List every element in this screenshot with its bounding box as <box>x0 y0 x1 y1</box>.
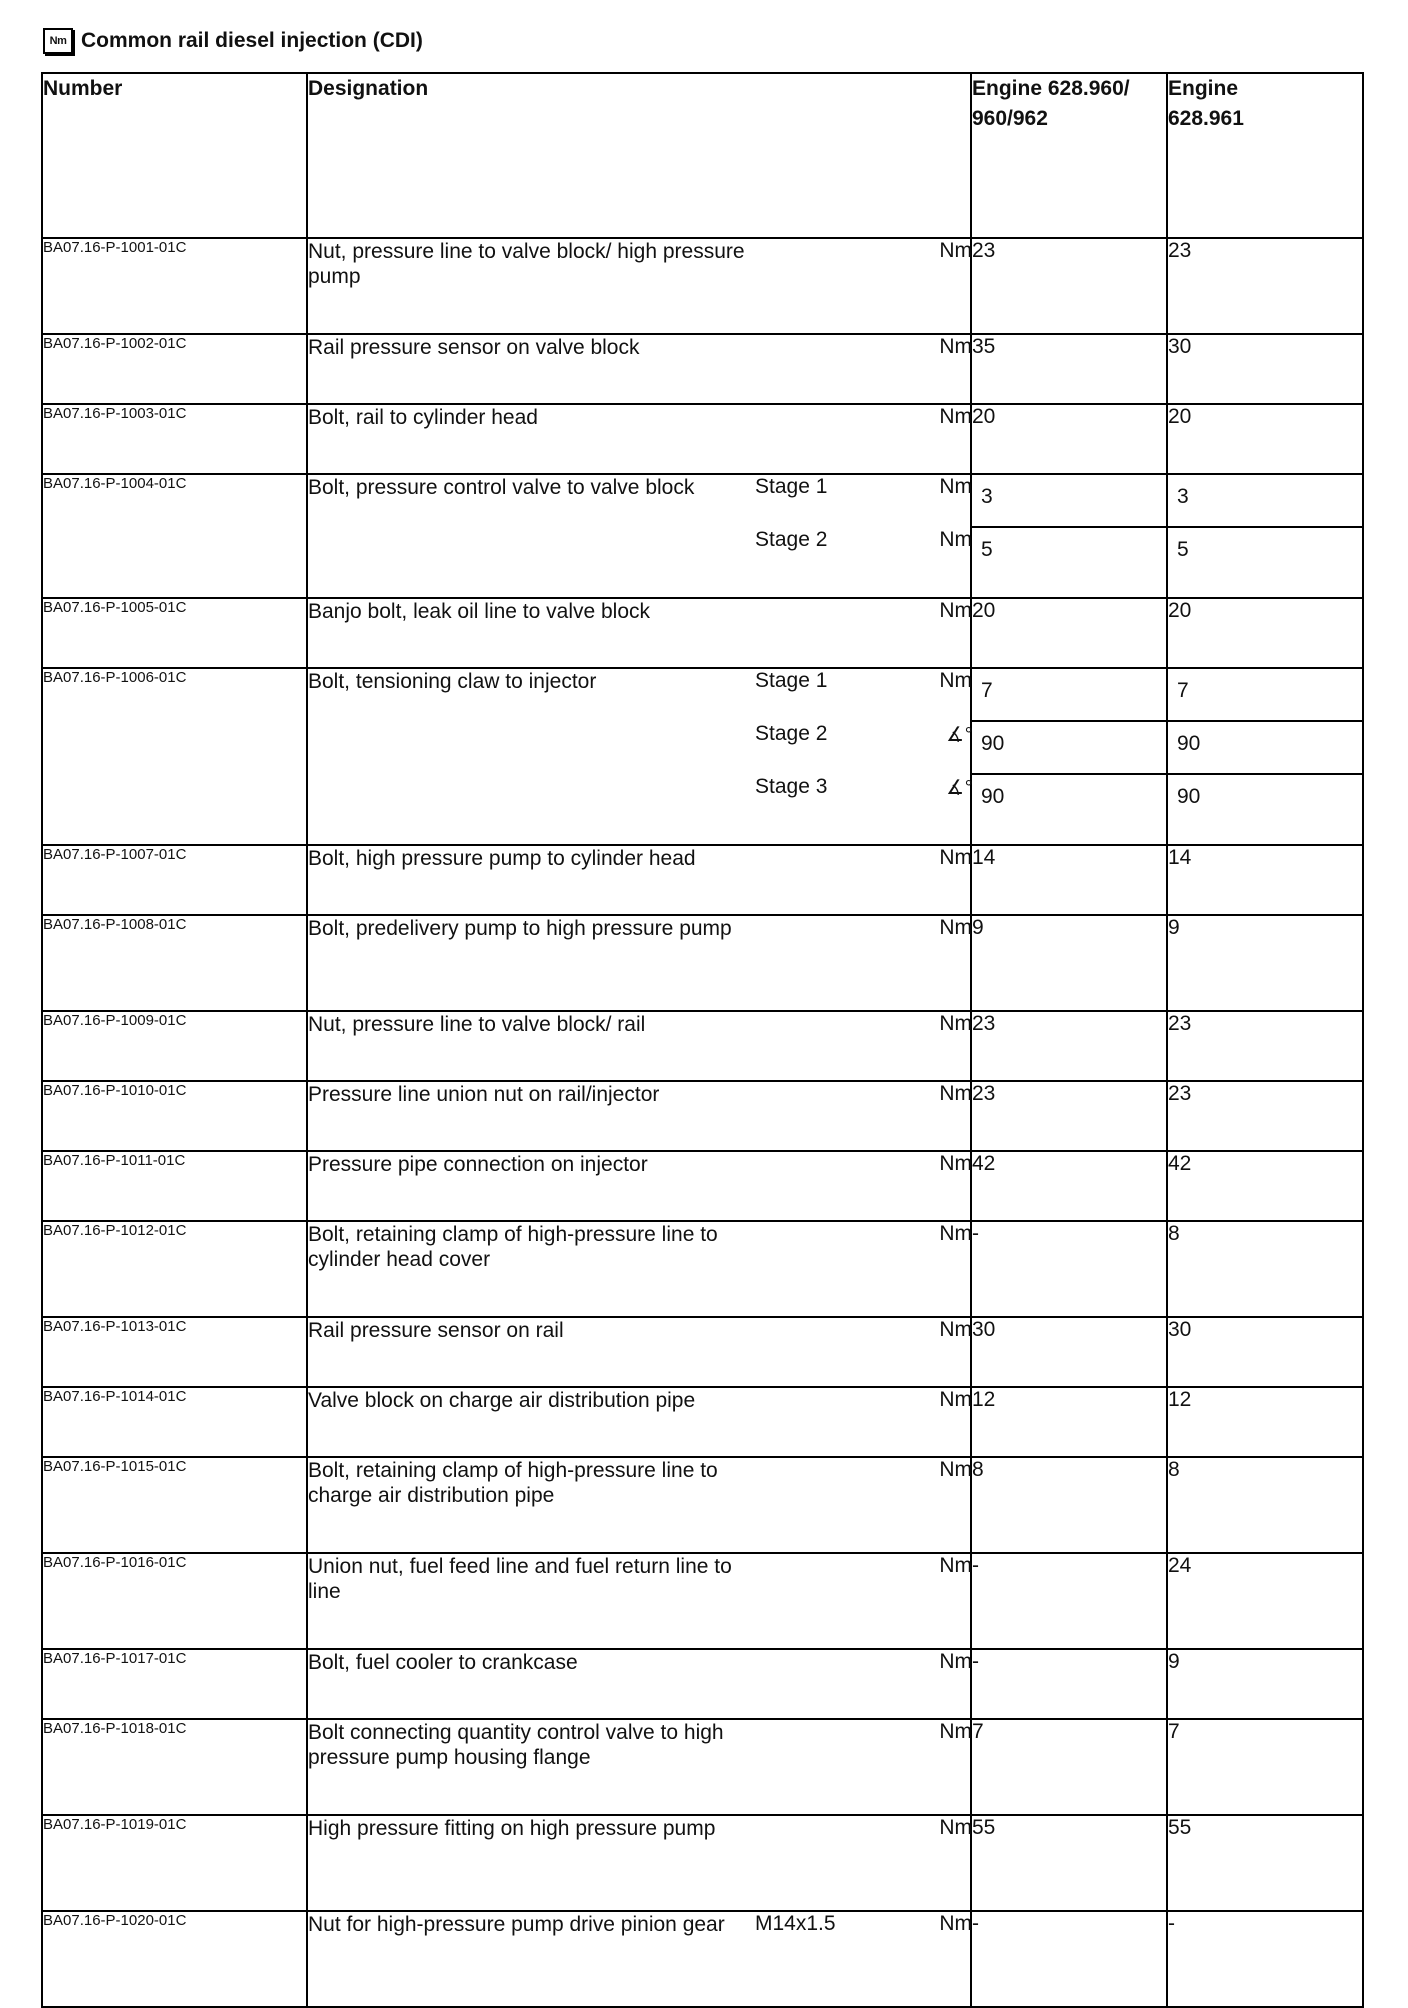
row-designation-cell <box>307 238 971 334</box>
row-value-a: 3 <box>972 475 1166 528</box>
row-unit: Nm <box>939 1554 972 1577</box>
row-designation-cell <box>307 474 971 598</box>
row-value-b: 3 <box>1168 475 1362 528</box>
table-row <box>42 1221 1363 1317</box>
row-designation-cell <box>307 1221 971 1317</box>
row-stage: Stage 1 <box>755 669 828 692</box>
row-spec <box>755 1012 892 1037</box>
row-designation: Banjo bolt, leak oil line to valve block <box>308 600 651 623</box>
row-designation: Bolt, retaining clamp of high-pressure line to charge air distribution pipe <box>308 1459 718 1507</box>
row-value-a: 12 <box>971 1387 1167 1457</box>
row-value-b: 23 <box>1167 238 1363 334</box>
row-value-b: 8 <box>1167 1221 1363 1317</box>
row-designation-cell <box>307 1815 971 1911</box>
row-number-text: BA07.16-P-1001-01C <box>43 239 187 256</box>
row-number-text: BA07.16-P-1009-01C <box>43 1012 187 1029</box>
row-value-a: 8 <box>971 1457 1167 1553</box>
row-value-a: 23 <box>971 1081 1167 1151</box>
row-unit: Nm <box>939 1912 972 1935</box>
row-designation: Rail pressure sensor on valve block <box>308 336 640 359</box>
row-unit: Nm <box>939 846 972 869</box>
row-number-text: BA07.16-P-1004-01C <box>43 475 187 492</box>
torque-spec-table <box>41 72 1364 2008</box>
row-value-b: 8 <box>1167 1457 1363 1553</box>
row-value-b: 23 <box>1167 1011 1363 1081</box>
row-unit: Nm <box>939 1650 972 1673</box>
row-number <box>42 1815 307 1911</box>
table-row <box>42 334 1363 404</box>
row-unit: Nm <box>939 599 972 622</box>
row-value-a: 35 <box>971 334 1167 404</box>
row-number <box>42 1317 307 1387</box>
row-number-text: BA07.16-P-1016-01C <box>43 1554 187 1571</box>
row-number <box>42 1911 307 2007</box>
row-unit: Nm <box>939 1152 972 1175</box>
row-designation: Bolt, predelivery pump to high pressure pump <box>308 917 732 940</box>
row-stage: Stage 3 <box>755 775 828 798</box>
header-engine-b <box>1167 73 1363 238</box>
row-designation: Bolt, pressure control valve to valve block <box>308 476 695 499</box>
table-row <box>42 1457 1363 1553</box>
table-row <box>42 1553 1363 1649</box>
table-row <box>42 1815 1363 1911</box>
row-unit: Nm <box>939 1816 972 1839</box>
row-designation-cell <box>307 668 971 845</box>
table-row <box>42 238 1363 334</box>
row-unit: Nm <box>939 1720 972 1743</box>
row-value-b: 30 <box>1167 1317 1363 1387</box>
row-spec: M14x1.5 <box>755 1912 836 1935</box>
row-stage: Stage 1 <box>755 475 828 498</box>
row-designation: Bolt, retaining clamp of high-pressure line to cylinder head cover <box>308 1223 718 1271</box>
row-spec <box>755 1554 892 1604</box>
row-value-a: 90 <box>981 785 1005 808</box>
row-value-b: 7 <box>1168 669 1362 722</box>
row-number <box>42 334 307 404</box>
row-value-a: - <box>971 1649 1167 1719</box>
row-number <box>42 1221 307 1317</box>
row-number-text: BA07.16-P-1014-01C <box>43 1388 187 1405</box>
row-value-a: 20 <box>971 598 1167 668</box>
table-row <box>42 1011 1363 1081</box>
table-row <box>42 845 1363 915</box>
row-number-text: BA07.16-P-1007-01C <box>43 846 187 863</box>
row-value-b: 42 <box>1167 1151 1363 1221</box>
row-value-b-cell <box>1167 668 1363 845</box>
row-designation: Union nut, fuel feed line and fuel return line to line <box>308 1555 732 1603</box>
row-value-a: 42 <box>971 1151 1167 1221</box>
angle-unit-icon: ∡° <box>946 777 972 799</box>
row-number <box>42 598 307 668</box>
row-designation: Pressure pipe connection on injector <box>308 1153 648 1176</box>
row-value-b: 7 <box>1167 1719 1363 1815</box>
row-unit: Nm <box>939 1388 972 1411</box>
row-designation-cell <box>307 1387 971 1457</box>
header-engine-b-line1: Engine <box>1168 77 1239 100</box>
row-designation: Nut for high-pressure pump drive pinion gear <box>308 1913 725 1936</box>
row-number <box>42 1387 307 1457</box>
row-value-a-cell <box>971 668 1167 845</box>
row-spec <box>755 1816 892 1841</box>
table-row <box>42 1317 1363 1387</box>
row-value-a: 7 <box>972 669 1166 722</box>
row-value-a: - <box>971 1221 1167 1317</box>
row-value-a-cell <box>971 474 1167 598</box>
row-value-a: 20 <box>971 404 1167 474</box>
torque-nm-icon: Nm <box>43 28 73 54</box>
header-engine-a-line1: Engine 628.960/ <box>972 77 1130 100</box>
row-number <box>42 404 307 474</box>
row-value-b: 90 <box>1168 722 1362 775</box>
row-designation-cell <box>307 404 971 474</box>
page-title-text: Common rail diesel injection (CDI) <box>81 29 423 52</box>
table-row <box>42 598 1363 668</box>
row-number <box>42 1151 307 1221</box>
row-designation-cell <box>307 1151 971 1221</box>
row-designation: Rail pressure sensor on rail <box>308 1319 564 1342</box>
row-designation-cell <box>307 1911 971 2007</box>
row-designation: Nut, pressure line to valve block/ high pressure pump <box>308 240 745 288</box>
row-number-text: BA07.16-P-1003-01C <box>43 405 187 422</box>
row-designation-cell <box>307 1719 971 1815</box>
row-number-text: BA07.16-P-1018-01C <box>43 1720 187 1737</box>
row-value-a: 14 <box>971 845 1167 915</box>
row-value-a: 5 <box>981 538 993 561</box>
row-unit: Nm <box>939 239 972 262</box>
row-number-text: BA07.16-P-1019-01C <box>43 1816 187 1833</box>
page-title <box>43 26 423 56</box>
row-number-text: BA07.16-P-1008-01C <box>43 916 187 933</box>
row-number <box>42 915 307 1011</box>
row-spec <box>755 916 892 941</box>
row-designation: Bolt, rail to cylinder head <box>308 406 538 429</box>
row-designation: Bolt, high pressure pump to cylinder head <box>308 847 696 870</box>
header-engine-a-line2: 960/962 <box>972 107 1048 130</box>
row-spec <box>755 1458 892 1508</box>
row-spec <box>755 1082 892 1107</box>
row-designation-cell <box>307 334 971 404</box>
row-value-a: 55 <box>971 1815 1167 1911</box>
header-engine-b-line2: 628.961 <box>1168 107 1244 130</box>
row-unit: Nm <box>939 335 972 358</box>
row-value-a: 90 <box>972 722 1166 775</box>
row-unit: Nm <box>939 475 972 498</box>
row-spec <box>755 1650 892 1675</box>
row-number-text: BA07.16-P-1002-01C <box>43 335 187 352</box>
row-number-text: BA07.16-P-1020-01C <box>43 1912 187 1929</box>
row-designation: Bolt connecting quantity control valve to high pressure pump housing flange <box>308 1721 724 1769</box>
row-value-b: 24 <box>1167 1553 1363 1649</box>
row-designation: Bolt, fuel cooler to crankcase <box>308 1651 578 1674</box>
row-number-text: BA07.16-P-1010-01C <box>43 1082 187 1099</box>
table-row <box>42 1911 1363 2007</box>
row-value-b: - <box>1167 1911 1363 2007</box>
table-row <box>42 915 1363 1011</box>
row-number-text: BA07.16-P-1013-01C <box>43 1318 187 1335</box>
row-spec <box>755 335 892 360</box>
row-value-b-cell <box>1167 474 1363 598</box>
row-number <box>42 1011 307 1081</box>
row-value-a: 7 <box>971 1719 1167 1815</box>
row-unit: Nm <box>939 1318 972 1341</box>
row-value-b: 12 <box>1167 1387 1363 1457</box>
row-spec <box>755 405 892 430</box>
row-number <box>42 474 307 598</box>
row-spec <box>755 1152 892 1177</box>
row-designation-cell <box>307 1081 971 1151</box>
header-number: Number <box>42 73 307 238</box>
row-unit: Nm <box>939 1458 972 1481</box>
row-designation: Nut, pressure line to valve block/ rail <box>308 1013 646 1036</box>
row-value-a: - <box>971 1911 1167 2007</box>
row-spec <box>755 1388 892 1413</box>
row-number <box>42 1719 307 1815</box>
row-unit: Nm <box>939 1222 972 1245</box>
row-stage: Stage 2 <box>755 528 828 551</box>
row-unit: Nm <box>939 528 972 551</box>
header-engine-a <box>971 73 1167 238</box>
row-value-a: 23 <box>971 238 1167 334</box>
row-value-a: 30 <box>971 1317 1167 1387</box>
row-value-b: 5 <box>1177 538 1189 561</box>
row-value-b: 20 <box>1167 404 1363 474</box>
row-designation: High pressure fitting on high pressure pump <box>308 1817 716 1840</box>
row-designation-cell <box>307 845 971 915</box>
row-unit: Nm <box>939 916 972 939</box>
row-number <box>42 1457 307 1553</box>
table-row <box>42 1387 1363 1457</box>
row-designation-cell <box>307 1011 971 1081</box>
row-number-text: BA07.16-P-1006-01C <box>43 669 187 686</box>
row-unit: Nm <box>939 1012 972 1035</box>
table-row <box>42 1719 1363 1815</box>
row-spec <box>755 1222 892 1272</box>
table-row <box>42 668 1363 845</box>
table-header-row <box>42 73 1363 238</box>
row-designation: Bolt, tensioning claw to injector <box>308 670 597 693</box>
row-unit: Nm <box>939 405 972 428</box>
table-row <box>42 1649 1363 1719</box>
row-value-b: 14 <box>1167 845 1363 915</box>
row-number <box>42 238 307 334</box>
row-value-b: 9 <box>1167 915 1363 1011</box>
angle-unit-icon: ∡° <box>946 724 972 746</box>
row-value-a: 9 <box>971 915 1167 1011</box>
row-designation-cell <box>307 598 971 668</box>
row-designation-cell <box>307 1649 971 1719</box>
row-spec <box>755 1720 892 1770</box>
row-value-a: 23 <box>971 1011 1167 1081</box>
table-row <box>42 1151 1363 1221</box>
row-number <box>42 1553 307 1649</box>
row-value-b: 9 <box>1167 1649 1363 1719</box>
row-designation: Pressure line union nut on rail/injector <box>308 1083 660 1106</box>
row-value-a: - <box>971 1553 1167 1649</box>
header-designation: Designation <box>307 73 971 238</box>
row-value-b: 23 <box>1167 1081 1363 1151</box>
row-spec <box>755 846 892 871</box>
table-row <box>42 404 1363 474</box>
row-value-b: 20 <box>1167 598 1363 668</box>
row-number-text: BA07.16-P-1017-01C <box>43 1650 187 1667</box>
row-designation: Valve block on charge air distribution pipe <box>308 1389 696 1412</box>
row-designation-cell <box>307 1457 971 1553</box>
row-designation-cell <box>307 1553 971 1649</box>
row-value-b: 55 <box>1167 1815 1363 1911</box>
row-spec <box>755 599 892 624</box>
row-number <box>42 1081 307 1151</box>
row-stage: Stage 2 <box>755 722 828 745</box>
row-number <box>42 845 307 915</box>
row-unit: Nm <box>939 1082 972 1105</box>
row-value-b: 30 <box>1167 334 1363 404</box>
row-spec <box>755 239 892 289</box>
row-designation-cell <box>307 1317 971 1387</box>
row-designation-cell <box>307 915 971 1011</box>
row-number <box>42 1649 307 1719</box>
table-row <box>42 474 1363 598</box>
row-number-text: BA07.16-P-1011-01C <box>43 1152 186 1169</box>
row-number-text: BA07.16-P-1005-01C <box>43 599 187 616</box>
row-spec <box>755 1318 892 1343</box>
row-number <box>42 668 307 845</box>
row-value-b: 90 <box>1177 785 1201 808</box>
row-number-text: BA07.16-P-1015-01C <box>43 1458 187 1475</box>
table-row <box>42 1081 1363 1151</box>
row-number-text: BA07.16-P-1012-01C <box>43 1222 187 1239</box>
row-unit: Nm <box>939 669 972 692</box>
